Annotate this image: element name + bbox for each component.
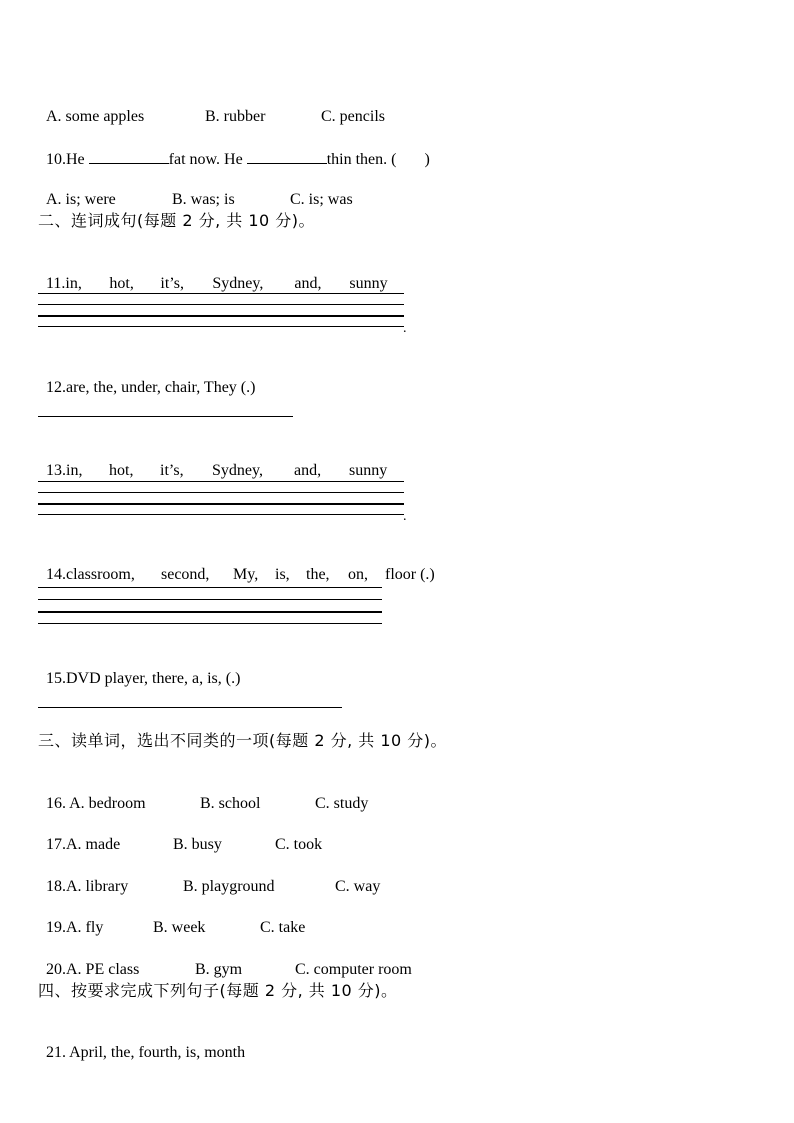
q14-number: 14. [46, 566, 66, 583]
q20-number: 20. [46, 961, 66, 978]
q10-blank-1[interactable] [89, 149, 169, 164]
q14-token: My, [233, 566, 259, 583]
q11-end-mark: . [403, 321, 407, 336]
q9-options [38, 87, 385, 127]
q9-option-a: A. some apples [46, 108, 145, 125]
q21-number: 21. [46, 1044, 66, 1061]
q17-number: 17. [46, 836, 66, 853]
q11-answer-line[interactable] [38, 304, 404, 305]
q17-option-a: A. made [66, 836, 121, 853]
q15-question [38, 649, 240, 689]
q9-option-b: B. rubber [205, 108, 266, 125]
section3-heading: 三、读单词，选出不同类的一项(每题 2 分, 共 10 分)。 [38, 731, 448, 750]
q14-answer-line[interactable] [38, 587, 382, 588]
q17-option-b: B. busy [173, 836, 222, 853]
q19-number: 19. [46, 919, 66, 936]
q10-option-a: A. is; were [46, 191, 116, 208]
q13-token: hot, [109, 462, 134, 479]
q13-number: 13. [46, 462, 66, 479]
q14-token: floor (.) [385, 566, 435, 583]
q17-option-c: C. took [275, 836, 323, 853]
q16-option-a: A. bedroom [66, 795, 146, 812]
q19-option-b: B. week [153, 919, 206, 936]
q13-end-mark: . [403, 509, 407, 524]
q10-options [38, 170, 353, 210]
q16-number: 16. [46, 795, 66, 812]
q18-number: 18. [46, 878, 66, 895]
q12-answer-line[interactable] [38, 416, 293, 417]
q21-question [38, 1023, 245, 1063]
q13-answer-line[interactable] [38, 492, 404, 493]
q10-part3: thin then. ( [326, 151, 397, 168]
q20-option-c: C. computer room [295, 961, 412, 978]
q11-token: and, [294, 275, 322, 292]
q11-token: Sydney, [212, 275, 264, 292]
q20-option-b: B. gym [195, 961, 243, 978]
q14-answer-line[interactable] [38, 611, 382, 613]
q10-part4: ) [424, 151, 430, 168]
q13-token: Sydney, [212, 462, 263, 479]
q19-option-c: C. take [260, 919, 306, 936]
q11-token: hot, [109, 275, 134, 292]
q13-token: sunny [349, 462, 388, 479]
q15-number: 15. [46, 670, 66, 687]
q11-answer-line[interactable] [38, 326, 404, 327]
q14-token: the, [306, 566, 330, 583]
q18-question [38, 857, 380, 897]
q14-token: is, [275, 566, 290, 583]
q10-option-c: C. is; was [290, 191, 353, 208]
q16-option-b: B. school [200, 795, 261, 812]
q21-text: April, the, fourth, is, month [66, 1044, 246, 1061]
q9-option-c: C. pencils [321, 108, 385, 125]
section4-heading: 四、按要求完成下列句子(每题 2 分, 共 10 分)。 [38, 981, 398, 1000]
q11-token: it’s, [160, 275, 184, 292]
q11-answer-line[interactable] [38, 315, 404, 317]
q12-number: 12. [46, 379, 66, 396]
q18-option-a: A. library [66, 878, 129, 895]
q20-question [38, 940, 412, 980]
q18-option-b: B. playground [183, 878, 275, 895]
q11-number: 11. [46, 275, 66, 292]
q16-option-c: C. study [315, 795, 369, 812]
q10-blank-2[interactable] [247, 149, 327, 164]
q13-answer-line[interactable] [38, 514, 404, 515]
q12-text: are, the, under, chair, They (.) [66, 379, 256, 396]
q13-token: in, [66, 462, 83, 479]
q14-question [38, 545, 435, 585]
q13-token: and, [294, 462, 322, 479]
q10-option-b: B. was; is [172, 191, 235, 208]
q14-answer-line[interactable] [38, 599, 382, 600]
q13-question [38, 441, 387, 481]
q11-answer-line[interactable] [38, 293, 404, 294]
q14-answer-line[interactable] [38, 623, 382, 624]
q10-part1: He [66, 151, 89, 168]
q14-token: on, [348, 566, 368, 583]
q11-token: in, [65, 275, 82, 292]
q15-answer-line[interactable] [38, 707, 342, 708]
q19-option-a: A. fly [66, 919, 104, 936]
q10-part2: fat now. He [168, 151, 247, 168]
q15-text: DVD player, there, a, is, (.) [66, 670, 241, 687]
q14-token: classroom, [66, 566, 135, 583]
q10-number: 10. [46, 151, 66, 168]
q13-answer-line[interactable] [38, 481, 404, 482]
q18-option-c: C. way [335, 878, 381, 895]
q13-token: it’s, [160, 462, 184, 479]
q12-question [38, 358, 255, 398]
q10-question [38, 129, 430, 170]
q14-token: second, [161, 566, 210, 583]
q11-token: sunny [349, 275, 388, 292]
q13-answer-line[interactable] [38, 503, 404, 505]
section2-heading: 二、连词成句(每题 2 分, 共 10 分)。 [38, 211, 316, 230]
q19-question [38, 898, 305, 938]
q16-question [38, 774, 368, 814]
q17-question [38, 815, 322, 855]
q11-question [38, 254, 388, 294]
q20-option-a: A. PE class [66, 961, 140, 978]
